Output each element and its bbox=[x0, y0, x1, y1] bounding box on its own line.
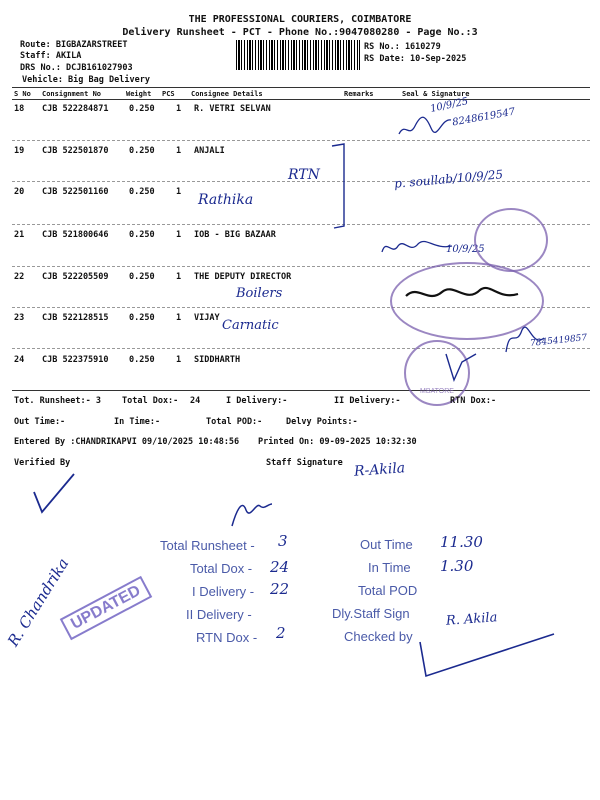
summary-total-dox-label: Total Dox - bbox=[190, 561, 253, 576]
stamp-mbatore-text: MBATORE bbox=[420, 388, 454, 395]
row-pcs: 1 bbox=[176, 355, 182, 365]
barcode bbox=[236, 40, 360, 70]
carnatic-note: Carnatic bbox=[222, 318, 279, 333]
vehicle: Vehicle: Big Bag Delivery bbox=[22, 75, 150, 85]
row-sno: 20 bbox=[14, 187, 25, 197]
col-seal-signature: Seal & Signature bbox=[402, 90, 470, 98]
table-top-rule bbox=[12, 87, 590, 88]
summary-out-time-label: Out Time bbox=[360, 537, 413, 552]
col-pcs: PCS bbox=[162, 90, 175, 98]
staff: Staff: AKILA bbox=[20, 51, 82, 61]
rtn-note: RTN bbox=[288, 167, 320, 183]
summary-dly-staff-sign-label: Dly.Staff Sign bbox=[332, 606, 410, 621]
row-sno: 24 bbox=[14, 355, 25, 365]
summary-checked-by-label: Checked by bbox=[344, 629, 413, 644]
signature-24 bbox=[440, 348, 480, 384]
row-consignee: ANJALI bbox=[194, 146, 225, 156]
summary-total-runsheet-value: 3 bbox=[278, 532, 288, 550]
signature-23-phone: 7845419857 bbox=[529, 333, 588, 349]
summary-in-time-value: 1.30 bbox=[440, 557, 474, 575]
tot-runsheet: Tot. Runsheet:- 3 bbox=[14, 396, 101, 406]
signature-21-date: 10/9/25 bbox=[446, 244, 485, 255]
row-consignment: CJB 522501870 bbox=[42, 146, 109, 156]
total-pod-label: Total POD:- bbox=[206, 417, 263, 427]
row-consignment: CJB 522128515 bbox=[42, 313, 109, 323]
summary-in-time-label: In Time bbox=[368, 560, 411, 575]
row-consignee: R. VETRI SELVAN bbox=[194, 104, 271, 114]
updated-stamp: UPDATED bbox=[60, 576, 153, 640]
in-time-label: In Time:- bbox=[114, 417, 161, 427]
summary-i-delivery-value: 22 bbox=[270, 580, 290, 598]
ii-delivery-label: II Delivery:- bbox=[334, 396, 401, 406]
table-header-rule bbox=[12, 99, 590, 100]
rathika-note: Rathika bbox=[198, 192, 254, 208]
summary-i-delivery-label: I Delivery - bbox=[192, 584, 255, 599]
row-weight: 0.250 bbox=[129, 187, 155, 197]
checked-by-checkmark bbox=[410, 632, 560, 682]
row-sno: 23 bbox=[14, 313, 25, 323]
rs-number: RS No.: 1610279 bbox=[364, 42, 441, 52]
staff-signature-label: Staff Signature bbox=[266, 458, 343, 468]
row-consignment: CJB 521800646 bbox=[42, 230, 109, 240]
row-consignment: CJB 522375910 bbox=[42, 355, 109, 365]
delvy-points-label: Delvy Points:- bbox=[286, 417, 358, 427]
entered-by: Entered By :CHANDRIKAPVI 09/10/2025 10:48:56 bbox=[14, 437, 240, 447]
col-consignee: Consignee Details bbox=[191, 90, 263, 98]
return-bracket bbox=[330, 140, 360, 230]
row-weight: 0.250 bbox=[129, 230, 155, 240]
rs-date: RS Date: 10-Sep-2025 bbox=[364, 54, 467, 64]
row-weight: 0.250 bbox=[129, 355, 155, 365]
row-pcs: 1 bbox=[176, 187, 182, 197]
row-pcs: 1 bbox=[176, 313, 182, 323]
row-sno: 22 bbox=[14, 272, 25, 282]
signature-19: p. soullab/10/9/25 bbox=[393, 167, 504, 191]
signature-18 bbox=[395, 108, 455, 140]
row-consignee: THE DEPUTY DIRECTOR bbox=[194, 272, 292, 282]
row-weight: 0.250 bbox=[129, 104, 155, 114]
drs-number: DRS No.: DCJB161027903 bbox=[20, 63, 133, 73]
rtn-dox-label: RTN Dox:- bbox=[450, 396, 497, 406]
summary-ii-delivery-label: II Delivery - bbox=[186, 607, 252, 622]
row-pcs: 1 bbox=[176, 272, 182, 282]
verified-by-label: Verified By bbox=[14, 458, 71, 468]
row-consignee: IOB - BIG BAZAAR bbox=[194, 230, 276, 240]
row-consignee: VIJAY bbox=[194, 313, 220, 323]
col-remarks: Remarks bbox=[344, 90, 374, 98]
boilers-note: Boilers bbox=[236, 286, 283, 301]
total-dox-value: 24 bbox=[190, 396, 201, 406]
row-weight: 0.250 bbox=[129, 272, 155, 282]
row-weight: 0.250 bbox=[129, 313, 155, 323]
row-consignment: CJB 522284871 bbox=[42, 104, 109, 114]
row-pcs: 1 bbox=[176, 146, 182, 156]
summary-total-runsheet-label: Total Runsheet - bbox=[160, 538, 255, 553]
row-consignee: SIDDHARTH bbox=[194, 355, 241, 365]
total-dox-label: Total Dox:- bbox=[122, 396, 179, 406]
row-consignment: CJB 522205509 bbox=[42, 272, 109, 282]
summary-rtn-dox-value: 2 bbox=[276, 624, 286, 642]
row-pcs: 1 bbox=[176, 104, 182, 114]
chandrika-signature: R. Chandrika bbox=[4, 555, 73, 650]
summary-out-time-value: 11.30 bbox=[440, 533, 483, 551]
summary-total-dox-value: 24 bbox=[270, 558, 290, 576]
i-delivery-label: I Delivery:- bbox=[226, 396, 288, 406]
verified-checkmark bbox=[20, 468, 80, 518]
out-time-label: Out Time:- bbox=[14, 417, 66, 427]
row-sno: 21 bbox=[14, 230, 25, 240]
staff-signature-handwritten: R-Akila bbox=[353, 460, 406, 480]
printed-on: Printed On: 09-09-2025 10:32:30 bbox=[258, 437, 417, 447]
summary-rtn-dox-label: RTN Dox - bbox=[196, 630, 258, 645]
row-weight: 0.250 bbox=[129, 146, 155, 156]
row-sno: 18 bbox=[14, 104, 25, 114]
signature-18-phone: 8248619547 bbox=[451, 106, 517, 129]
runsheet-subtitle: Delivery Runsheet - PCT - Phone No.:9047080280 - Page No.:3 bbox=[122, 27, 478, 38]
checked-by-signature: R. Akila bbox=[445, 610, 498, 629]
summary-total-pod-label: Total POD bbox=[358, 583, 418, 598]
row-pcs: 1 bbox=[176, 230, 182, 240]
row-sno: 19 bbox=[14, 146, 25, 156]
signature-22 bbox=[402, 278, 522, 312]
col-sno: S No bbox=[14, 90, 31, 98]
verified-scribble bbox=[226, 490, 276, 530]
col-consignment: Consignment No bbox=[42, 90, 102, 98]
col-weight: Weight bbox=[126, 90, 152, 98]
row-divider bbox=[12, 140, 590, 141]
row-consignment: CJB 522501160 bbox=[42, 187, 109, 197]
route: Route: BIGBAZARSTREET bbox=[20, 40, 128, 50]
company-title: THE PROFESSIONAL COURIERS, COIMBATORE bbox=[188, 14, 412, 25]
table-bottom-rule bbox=[12, 390, 590, 391]
signature-18-date: 10/9/25 bbox=[429, 96, 470, 115]
